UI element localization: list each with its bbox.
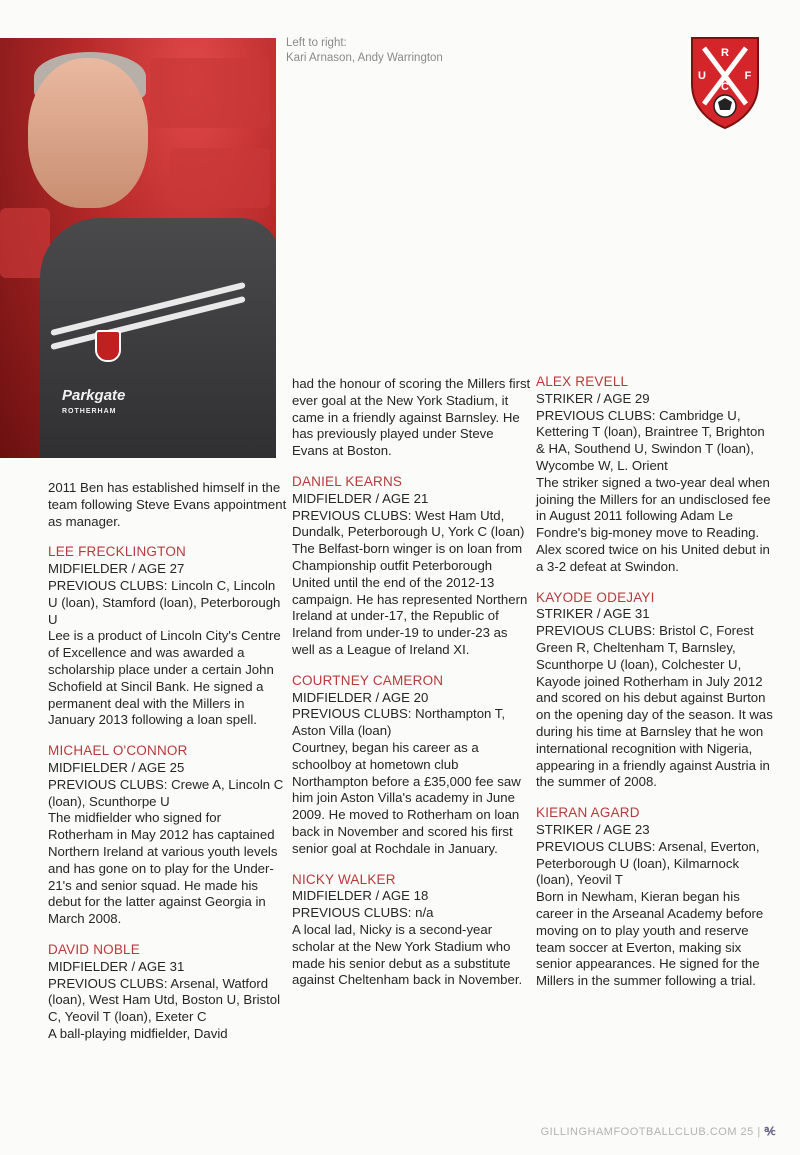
player-profile xyxy=(536,805,776,990)
previous-clubs-label: PREVIOUS CLUBS: xyxy=(292,507,412,523)
previous-clubs-list: Bristol C, Forest Green R, Cheltenham T, Barnsley, Scunthorpe U (loan), Colchester U, xyxy=(536,623,754,672)
previous-clubs-list: Cambridge U, Kettering T (loan), Braintree T, Brighton & HA, Southend U, Swindon T (loan), Wycombe W, L. Orient xyxy=(536,407,765,473)
column-2 xyxy=(292,376,532,1003)
player-profile xyxy=(292,872,532,990)
sponsor-subtext: ROTHERHAM xyxy=(62,408,117,415)
shirt-sponsor xyxy=(62,388,125,420)
player-bio: The Belfast-born winger is on loan from Championship outfit Peterborough United until the end of the 2012-13 campaign. He has represented Northern Ireland at under-17, the Republic of Ireland from under-19 to under-23 as well as a League of Ireland XI. xyxy=(292,541,528,657)
player-bio: A local lad, Nicky is a second-year scholar at the New York Stadium who made his senior debut as a substitute against Cheltenham back in November. xyxy=(292,921,523,988)
player-name: DAVID NOBLE xyxy=(48,941,140,957)
footer-separator: | xyxy=(757,1126,761,1138)
previous-clubs-list: Arsenal, Everton, Peterborough U (loan), Kilmarnock (loan), Yeovil T xyxy=(536,838,760,888)
player-name: COURTNEY CAMERON xyxy=(292,672,444,688)
player-bio: The striker signed a two-year deal when joining the Millers for an undisclosed fee in August 2011 following Adam Le Fondre's big-money move to Reading. Alex scored twice on his United debut in a 3-2 defeat at Swindon. xyxy=(536,474,771,574)
player-bio: Lee is a product of Lincoln City's Centre of Excellence and was awarded a scholarship place under a certain John Schofield at Sincil Bank. He signed a permanent deal with the Millers in January 2013 following a loan spell. xyxy=(48,628,281,728)
previous-clubs-label: PREVIOUS CLUBS: xyxy=(48,577,168,593)
player-profile xyxy=(292,474,532,659)
player-bio: Courtney, began his career as a schoolboy at hometown club Northampton before a £35,000 fee saw him join Aston Villa's academy in June 2009. He moved to Rotherham on loan back in November and scored his first senior goal at Rochdale in January. xyxy=(292,739,521,856)
crest-letter-r: R xyxy=(721,47,729,59)
player-role: MIDFIELDER / AGE 27 xyxy=(48,561,185,577)
previous-clubs xyxy=(536,839,776,889)
player-profile xyxy=(48,743,288,928)
player-role: MIDFIELDER / AGE 25 xyxy=(48,759,185,775)
player-role: MIDFIELDER / AGE 31 xyxy=(48,958,185,974)
player-role: STRIKER / AGE 23 xyxy=(536,821,650,837)
previous-clubs-label: PREVIOUS CLUBS: xyxy=(536,407,656,423)
previous-clubs-label: PREVIOUS CLUBS: xyxy=(48,776,168,792)
player-role: MIDFIELDER / AGE 20 xyxy=(292,689,429,705)
player-profile xyxy=(48,544,288,729)
sponsor-text: Parkgate xyxy=(62,387,126,404)
previous-clubs xyxy=(536,623,776,673)
intro-text: 2011 Ben has established himself in the team following Steve Evans appointment as manager. xyxy=(48,480,287,529)
column-1 xyxy=(48,480,288,1057)
crest-letter-c: C xyxy=(721,81,729,93)
previous-clubs xyxy=(292,508,532,542)
caption-line-1: Left to right: xyxy=(286,37,347,49)
player-name: LEE FRECKLINGTON xyxy=(48,544,186,560)
player-name: KIERAN AGARD xyxy=(536,805,640,821)
player-profile xyxy=(48,942,288,1043)
previous-clubs-list: Northampton T, Aston Villa (loan) xyxy=(292,706,506,739)
player-photo xyxy=(0,38,276,458)
previous-clubs-list: Arsenal, Watford (loan), West Ham Utd, Boston U, Bristol C, Yeovil T (loan), Exeter C xyxy=(48,975,281,1025)
stadium-seat xyxy=(150,58,270,128)
previous-clubs-label: PREVIOUS CLUBS: xyxy=(48,975,168,991)
previous-clubs-list: Crewe A, Lincoln C (loan), Scunthorpe U xyxy=(48,776,284,809)
player-role: STRIKER / AGE 31 xyxy=(536,606,650,622)
stadium-seat xyxy=(170,148,270,208)
player-bio: Kayode joined Rotherham in July 2012 and scored on his debut against Burton on the opening day of the season. It was during his time at Barnsley that he won international recognition with Nigeria, appearing in a friendly against Austria in the summer of 2008. xyxy=(536,673,773,790)
previous-clubs xyxy=(48,578,288,628)
column-3 xyxy=(536,374,776,1004)
player-bio: The midfielder who signed for Rotherham in May 2012 has captained Northern Ireland at various youth levels and has gone on to play for the Under-21's and senior squad. He made his debut for the latter against Georgia in March 2008. xyxy=(48,810,278,927)
previous-clubs xyxy=(48,777,288,811)
player-name: MICHAEL O'CONNOR xyxy=(48,743,188,759)
previous-clubs-list: Lincoln C, Lincoln U (loan), Stamford (loan), Peterborough U xyxy=(48,577,281,627)
previous-clubs xyxy=(48,976,288,1026)
previous-clubs-label: PREVIOUS CLUBS: xyxy=(536,623,656,639)
previous-clubs xyxy=(292,706,532,740)
club-crest-logo xyxy=(688,34,762,130)
previous-clubs-label: PREVIOUS CLUBS: xyxy=(292,905,412,921)
continued-paragraph xyxy=(292,376,532,460)
page-footer xyxy=(541,1125,776,1138)
player-bio: Born in Newham, Kieran began his career in the Arseanal Academy before moving on to play youth and reserve team soccer at Everton, making six senior appearances. He signed for the Millers in the summer following a trial. xyxy=(536,889,764,989)
player-role: STRIKER / AGE 29 xyxy=(536,390,650,406)
footer-website: GILLINGHAMFOOTBALLCLUB.COM xyxy=(540,1126,737,1138)
continued-text: had the honour of scoring the Millers first ever goal at the New York Stadium, it came in a friendly against Barnsley. He has previously played under Steve Evans at Boston. xyxy=(292,376,531,459)
player-bio: A ball-playing midfielder, David xyxy=(48,1025,228,1041)
photo-caption xyxy=(286,36,443,66)
player-name: ALEX REVELL xyxy=(536,374,629,389)
footer-club-mark-icon: ℀ xyxy=(764,1126,776,1138)
previous-clubs xyxy=(536,408,776,475)
player-role: MIDFIELDER / AGE 21 xyxy=(292,490,429,506)
player-profile xyxy=(536,590,776,792)
shirt-crest xyxy=(95,330,121,362)
previous-clubs-label: PREVIOUS CLUBS: xyxy=(292,706,412,722)
player-profile xyxy=(292,673,532,858)
player-name: DANIEL KEARNS xyxy=(292,473,403,489)
player-role: MIDFIELDER / AGE 18 xyxy=(292,888,429,904)
page-number: 25 xyxy=(740,1126,754,1138)
player-profile xyxy=(536,374,776,576)
caption-line-2: Kari Arnason, Andy Warrington xyxy=(286,52,443,64)
player-head xyxy=(28,58,148,208)
previous-clubs xyxy=(292,905,532,922)
previous-clubs-label: PREVIOUS CLUBS: xyxy=(536,838,656,854)
crest-letter-u: U xyxy=(698,70,706,82)
crest-letter-f: F xyxy=(744,70,752,82)
previous-clubs-list: West Ham Utd, Dundalk, Peterborough U, York C (loan) xyxy=(292,507,525,540)
intro-paragraph xyxy=(48,480,288,530)
previous-clubs-list: n/a xyxy=(415,905,434,921)
player-name: KAYODE ODEJAYI xyxy=(536,589,655,605)
player-name: NICKY WALKER xyxy=(292,871,396,887)
